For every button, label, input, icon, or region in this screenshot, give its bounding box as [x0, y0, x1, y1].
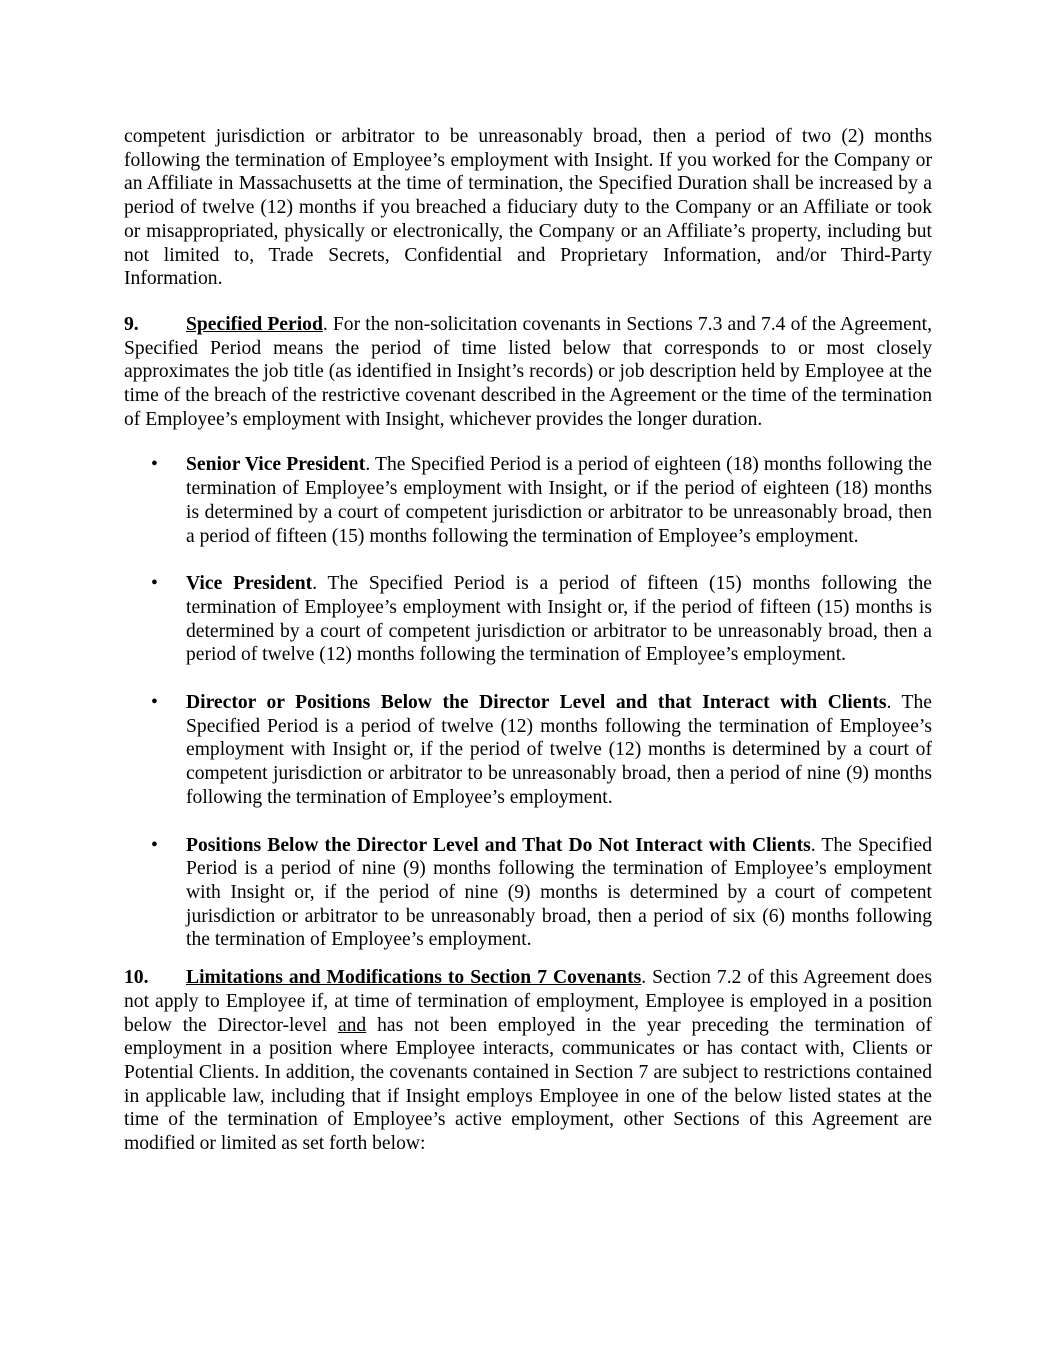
bullet-text: . The Specified Period is a period of fifteen (15) months following the termination of Employee’s employment with Insight or, if the period of fifteen (15) months is determined by a court of competent jurisdiction or arbitrator to be unreasonably broad, then a period of twelve (12) months following the termination of Employee’s employment.	[186, 573, 932, 666]
bullet-icon: •	[151, 454, 158, 476]
list-item-vice-president	[124, 572, 932, 667]
bullet-text: . The Specified Period is a period of nine (9) months following the termination of Employee’s employment with Insight or, if the period of nine (9) months is determined by a court of competent jurisdiction or arbitrator to be unreasonably broad, then a period of six (6) months following the termination of Employee’s employment.	[186, 834, 932, 951]
section-9	[124, 313, 932, 432]
section-10-body-part2: has not been employed in the year preceding the termination of employment in a position where Employee interacts, communicates or has contact with, Clients or Potential Clients. In addition, the covenants contained in Section 7 are subject to restrictions contained in applicable law, including that if Insight employs Employee in one of the below listed states at the time of the termination of Employee’s active employment, other Sections of this Agreement are modified or limited as set forth below:	[124, 1014, 932, 1155]
bullet-text: . The Specified Period is a period of eighteen (18) months following the termination of Employee’s employment with Insight, or if the period of eighteen (18) months is determined by a court of competent jurisdiction or arbitrator to be unreasonably broad, then a period of fifteen (15) months following the termination of Employee’s employment.	[186, 454, 932, 547]
bullet-icon: •	[151, 834, 158, 856]
section-10-underlined-word: and	[337, 1014, 367, 1036]
section-9-body: . For the non-solicitation covenants in Sections 7.3 and 7.4 of the Agreement, Specified Period means the period of time listed below that corresponds to or most closely approximates the job title (as identified in Insight’s records) or job description held by Employee at the time of the breach of the restrictive covenant described in the Agreement or the time of the termination of Employee’s employment with Insight, whichever provides the longer duration.	[124, 313, 933, 430]
document-page	[124, 125, 932, 1156]
bullet-icon: •	[151, 692, 158, 714]
list-item-director-interact-clients	[124, 691, 932, 810]
section-10-body-part1: . Section 7.2 of this Agreement does not apply to Employee if, at time of termination of employment, Employee is employed in a position below the Director-level	[124, 967, 932, 1036]
bullet-heading: Positions Below the Director Level and That Do Not Interact with Clients	[186, 834, 811, 856]
bullet-text: . The Specified Period is a period of twelve (12) months following the termination of Employee’s employment with Insight or, if the period of twelve (12) months is determined by a court of competent jurisdiction or arbitrator to be unreasonably broad, then a period of nine (9) months following the termination of Employee’s employment.	[186, 692, 933, 808]
section-9-number: 9.	[124, 313, 139, 335]
bullet-heading: Senior Vice President	[186, 454, 366, 476]
specified-period-list	[124, 453, 932, 952]
bullet-icon: •	[151, 573, 158, 595]
section-10-title: Limitations and Modifications to Section 7 Covenants	[186, 967, 642, 989]
bullet-heading: Director or Positions Below the Director Level and that Interact with Clients	[186, 692, 887, 714]
section-10-number: 10.	[124, 967, 149, 989]
continuation-paragraph: competent jurisdiction or arbitrator to be unreasonably broad, then a period of two (2) months following the termination of Employee’s employment with Insight. If you worked for the Company or an Affiliate in Massachusetts at the time of termination, the Specified Duration shall be increased by a period of twelve (12) months if you breached a fiduciary duty to the Company or an Affiliate or took or misappropriated, physically or electronically, the Company or an Affiliate’s property, including but not limited to, Trade Secrets, Confidential and Proprietary Information, and/or Third-Party Information.	[124, 126, 932, 290]
section-9-title: Specified Period	[186, 313, 323, 335]
section-10	[124, 966, 932, 1156]
list-item-senior-vice-president	[124, 453, 932, 548]
bullet-heading: Vice President	[186, 573, 313, 595]
list-item-below-director-no-clients	[124, 834, 932, 953]
